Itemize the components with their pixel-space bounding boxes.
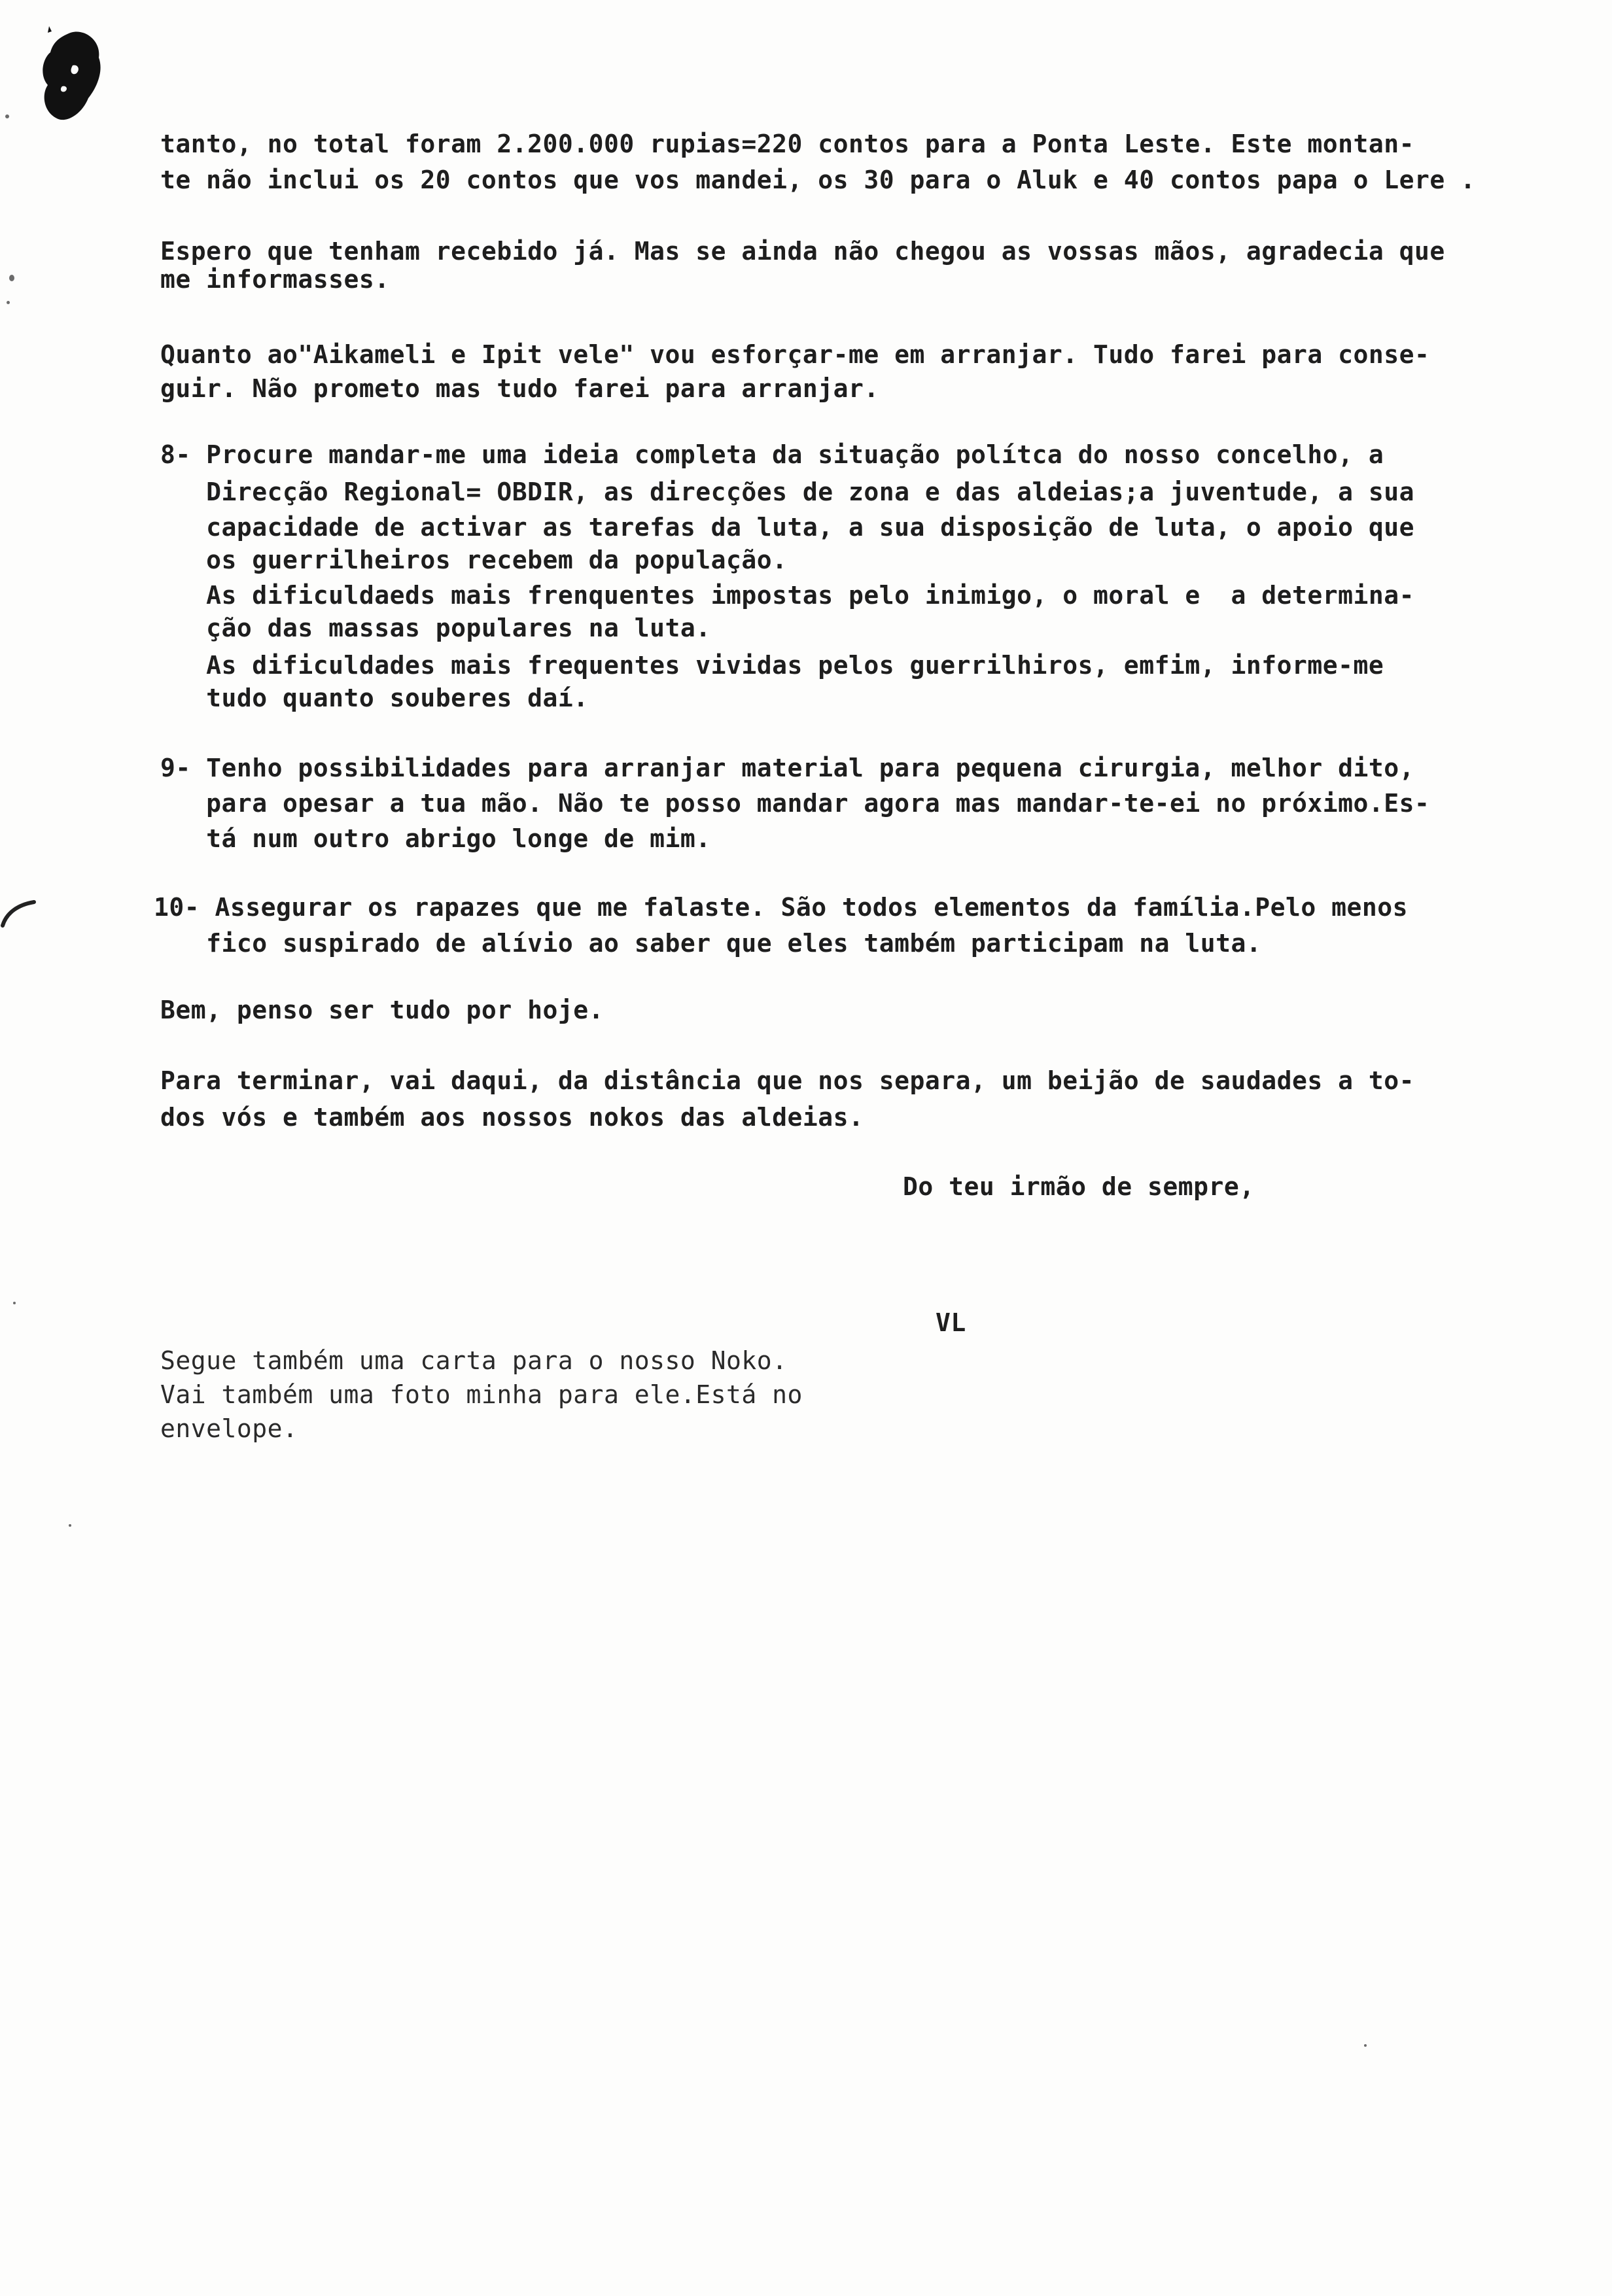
paper-speck xyxy=(9,275,14,281)
postscript-line: envelope. xyxy=(160,1414,298,1443)
letter-line: Para terminar, vai daqui, da distância que nos separa, um beijão de saudades a to- xyxy=(160,1066,1414,1095)
letter-line: Quanto ao"Aikameli e Ipit vele" vou esforçar-me em arranjar. Tudo farei para conse- xyxy=(160,340,1430,369)
letter-signature: VL xyxy=(936,1308,966,1337)
paper-speck xyxy=(5,114,9,118)
letter-line: guir. Não prometo mas tudo farei para arranjar. xyxy=(160,374,879,403)
letter-closing: Do teu irmão de sempre, xyxy=(903,1172,1255,1201)
paper-speck xyxy=(69,1524,71,1527)
letter-line: capacidade de activar as tarefas da luta, a sua disposição de luta, o apoio que xyxy=(160,513,1414,542)
margin-mark xyxy=(0,893,39,932)
letter-line: As dificuldaeds mais frenquentes impostas pelo inimigo, o moral e a determina- xyxy=(160,581,1414,610)
letter-line: para opesar a tua mão. Não te posso mandar agora mas mandar-te-ei no próximo.Es- xyxy=(160,789,1430,818)
letter-line: dos vós e também aos nossos nokos das aldeias. xyxy=(160,1103,864,1132)
postscript-line: Segue também uma carta para o nosso Noko. xyxy=(160,1346,788,1375)
letter-line: te não inclui os 20 contos que vos mandei, os 30 para o Aluk e 40 contos papa o Lere . xyxy=(160,165,1476,194)
letter-line: tanto, no total foram 2.200.000 rupias=220 contos para a Ponta Leste. Este montan- xyxy=(160,130,1414,158)
letter-line: Espero que tenham recebido já. Mas se ainda não chegou as vossas mãos, agradecia que xyxy=(160,237,1445,266)
ink-blot xyxy=(36,26,108,137)
letter-line: 8- Procure mandar-me uma ideia completa da situação polítca do nosso concelho, a xyxy=(160,440,1384,469)
letter-line: fico suspirado de alívio ao saber que eles também participam na luta. xyxy=(160,929,1262,958)
letter-line: ção das massas populares na luta. xyxy=(160,614,711,642)
paper-speck xyxy=(13,1302,16,1304)
letter-line: me informasses. xyxy=(160,265,390,294)
letter-line: tudo quanto souberes daí. xyxy=(160,684,589,712)
postscript-line: Vai também uma foto minha para ele.Está no xyxy=(160,1380,803,1409)
paper-speck xyxy=(1364,2044,1367,2047)
letter-line: As dificuldades mais frequentes vividas pelos guerrilhiros, emfim, informe-me xyxy=(160,651,1384,680)
letter-line: Direcção Regional= OBDIR, as direcções de zona e das aldeias;a juventude, a sua xyxy=(160,478,1414,506)
letter-line: os guerrilheiros recebem da população. xyxy=(160,546,788,574)
letter-line: Bem, penso ser tudo por hoje. xyxy=(160,996,604,1024)
letter-line: 10- Assegurar os rapazes que me falaste. São todos elementos da família.Pelo menos xyxy=(154,893,1408,922)
paper-speck xyxy=(7,301,10,304)
letter-line: 9- Tenho possibilidades para arranjar material para pequena cirurgia, melhor dito, xyxy=(160,754,1414,782)
letter-line: tá num outro abrigo longe de mim. xyxy=(160,824,711,853)
